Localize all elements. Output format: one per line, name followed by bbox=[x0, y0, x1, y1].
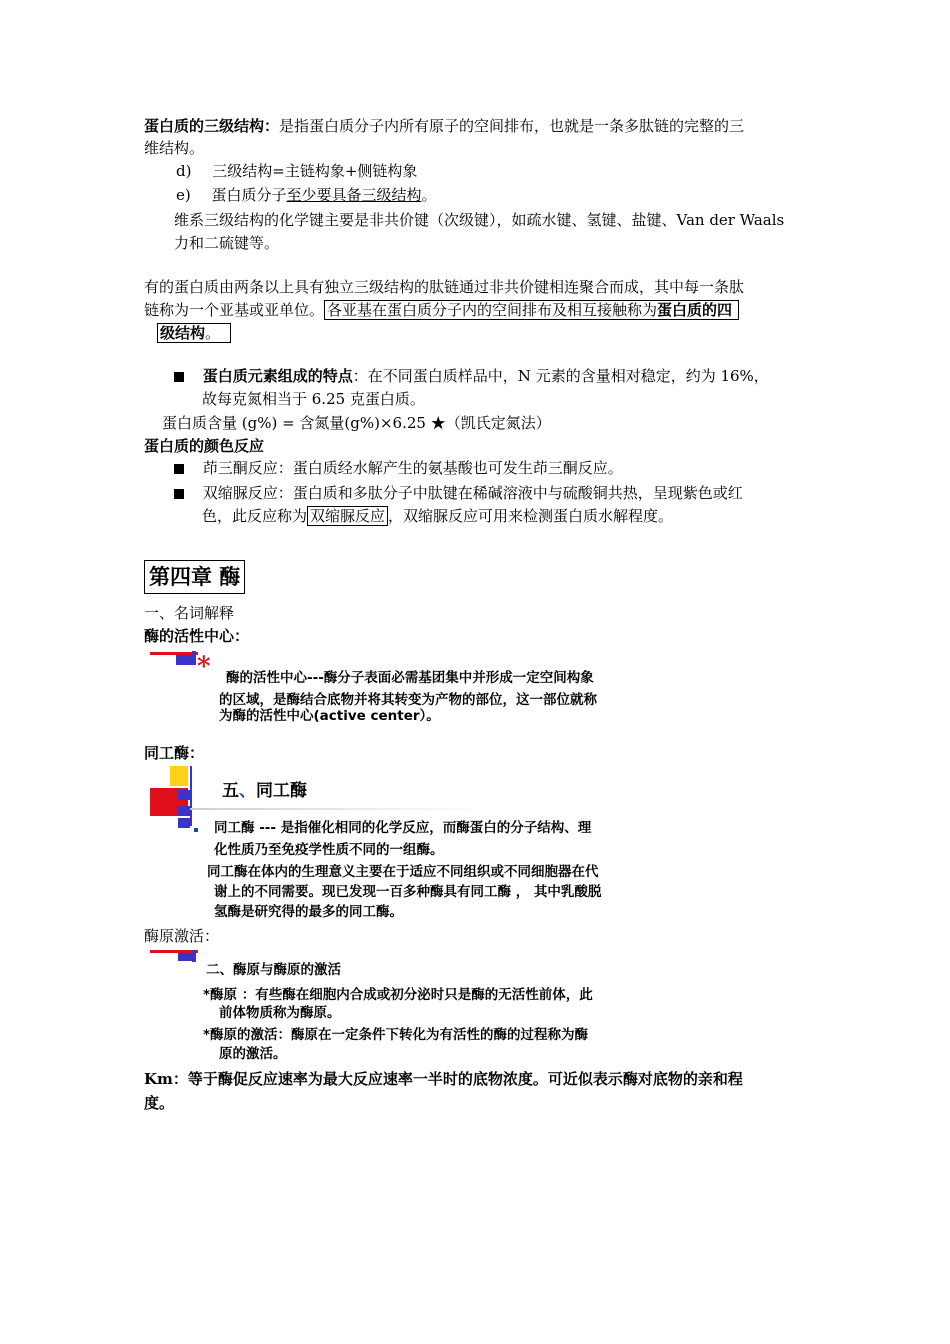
color-reaction-heading: 蛋白质的颜色反应 bbox=[144, 437, 265, 455]
list-text-e-pre: 蛋白质分子 bbox=[211, 186, 287, 204]
blue-block-decoration bbox=[178, 806, 190, 816]
protein-content-formula: 蛋白质含量 (g%) = 含氮量(g%)×6.25 ★（凯氏定氮法） bbox=[162, 414, 551, 432]
square-bullet-icon bbox=[174, 489, 184, 499]
km-line2: 度。 bbox=[144, 1094, 175, 1112]
blue-block-decoration bbox=[178, 953, 192, 961]
color-item2-line1 bbox=[174, 482, 743, 504]
list-item-e bbox=[176, 184, 437, 206]
red-asterisk-icon: * bbox=[197, 652, 211, 682]
biuret-text-pre: 色，此反应称为 bbox=[202, 507, 308, 525]
square-bullet-icon bbox=[174, 372, 184, 382]
isozyme-label: 同工酶： bbox=[144, 744, 205, 762]
blue-vertical-line-decoration bbox=[190, 766, 192, 826]
list-item-d bbox=[176, 160, 417, 182]
yellow-block-decoration bbox=[170, 766, 188, 786]
zymogen-activation-line1: *酶原的激活：酶原在一定条件下转化为有活性的酶的过程称为酶 bbox=[203, 1027, 589, 1043]
tertiary-paragraph-line1 bbox=[144, 115, 744, 137]
zymogen-activation-line2: 原的激活。 bbox=[219, 1046, 287, 1062]
list-marker-e: e) bbox=[176, 186, 191, 204]
slide-separator: 、 bbox=[239, 781, 256, 801]
isozyme-slide-title bbox=[222, 779, 307, 803]
bonds-line1: 维系三级结构的化学键主要是非共价键（次级键），如疏水键、氢键、盐键、Van der Waals bbox=[174, 211, 785, 229]
subsection-heading: 一、名词解释 bbox=[144, 604, 235, 622]
elements-line2: 故每克氮相当于 6.25 克蛋白质。 bbox=[202, 390, 425, 408]
color-item1 bbox=[174, 457, 623, 479]
zymogen-slide-title: 二、酶原与酶原的激活 bbox=[206, 962, 341, 978]
isozyme-def-line4: 谢上的不同需要。现已发现一百多种酶具有同工酶 ， 其中乳酸脱 bbox=[214, 884, 602, 900]
tertiary-paragraph-line2: 维结构。 bbox=[144, 139, 205, 157]
isozyme-def-line3: 同工酶在体内的生理意义主要在于适应不同组织或不同细胞器在代 bbox=[207, 864, 599, 880]
blue-dot-bullet-icon bbox=[194, 828, 198, 832]
quaternary-boxed-term-end: 级结构 bbox=[160, 324, 206, 342]
blue-block-decoration bbox=[176, 655, 192, 665]
km-line1: Km：等于酶促反应速率为最大反应速率一半时的底物浓度。可近似表示酶对底物的亲和程 bbox=[144, 1070, 743, 1088]
elements-text: ：在不同蛋白质样品中，N 元素的含量相对稳定，约为 16%， bbox=[352, 367, 769, 385]
quaternary-line1: 有的蛋白质由两条以上具有独立三级结构的肽链通过非共价键相连聚合而成，其中每一条肽 bbox=[144, 278, 745, 296]
blue-block-decoration bbox=[178, 818, 190, 828]
list-marker-d: d) bbox=[176, 162, 192, 180]
list-text-e-underlined: 至少要具备三级结构 bbox=[286, 186, 422, 204]
quaternary-line2-pre: 链称为一个亚基或亚单位。 bbox=[144, 301, 325, 319]
quaternary-line3 bbox=[157, 322, 231, 344]
quaternary-boxed-term: 蛋白质的四 bbox=[657, 301, 733, 319]
isozyme-def-line5: 氢酶是研究得的最多的同工酶。 bbox=[214, 904, 403, 920]
list-text-d: 三级结构=主链构象+侧链构象 bbox=[212, 162, 418, 180]
biuret-text-post: ，双缩脲反应可用来检测蛋白质水解程度。 bbox=[388, 507, 674, 525]
slide-title-text: 同工酶 bbox=[256, 781, 307, 801]
color-item2-line2 bbox=[202, 505, 673, 527]
chapter-title: 第四章 酶 bbox=[144, 560, 245, 594]
active-center-def-line2: 的区域，是酶结合底物并将其转变为产物的部位，这一部位就称 bbox=[219, 692, 597, 708]
zymogen-def-line2: 前体物质称为酶原。 bbox=[219, 1005, 341, 1021]
bonds-line2: 力和二硫键等。 bbox=[174, 234, 280, 252]
tertiary-heading: 蛋白质的三级结构： bbox=[144, 117, 280, 135]
biuret-text: 双缩脲反应：蛋白质和多肽分子中肽键在稀碱溶液中与硫酸铜共热，呈现紫色或红 bbox=[202, 484, 743, 502]
quaternary-boxed-period: 。 bbox=[205, 324, 221, 342]
slide-number: 五 bbox=[222, 781, 239, 801]
biuret-boxed-term: 双缩脲反应 bbox=[307, 506, 388, 526]
quaternary-boxed-definition-end bbox=[157, 323, 231, 343]
active-center-label: 酶的活性中心： bbox=[144, 627, 250, 645]
ninhydrin-text: 茚三酮反应：蛋白质经水解产生的氨基酸也可发生茚三酮反应。 bbox=[202, 459, 623, 477]
zymogen-def-line1: *酶原 ：有些酶在细胞内合成或初分泌时只是酶的无活性前体，此 bbox=[203, 987, 593, 1003]
zymogen-label: 酶原激活： bbox=[144, 927, 220, 945]
quaternary-line2 bbox=[144, 299, 739, 321]
quaternary-boxed-text: 各亚基在蛋白质分子内的空间排布及相互接触称为 bbox=[327, 301, 658, 319]
active-center-def-line3: 为酶的活性中心(active center）。 bbox=[219, 708, 440, 724]
isozyme-def-line1: 同工酶 --- 是指催化相同的化学反应，而酶蛋白的分子结构、理 bbox=[214, 820, 592, 836]
square-bullet-icon bbox=[174, 464, 184, 474]
isozyme-def-line2: 化性质乃至免疫学性质不同的一组酶。 bbox=[214, 842, 444, 858]
blue-bar-decoration bbox=[192, 950, 196, 962]
elements-heading: 蛋白质元素组成的特点 bbox=[202, 367, 353, 385]
blue-bar-decoration bbox=[192, 651, 196, 665]
gray-rule-decoration bbox=[190, 808, 490, 810]
tertiary-text: 是指蛋白质分子内所有原子的空间排布，也就是一条多肽链的完整的三 bbox=[279, 117, 745, 135]
list-text-e-post: 。 bbox=[421, 186, 437, 204]
active-center-def-line1: 酶的活性中心---酶分子表面必需基团集中并形成一定空间构象 bbox=[226, 670, 594, 686]
quaternary-boxed-definition bbox=[324, 300, 739, 320]
elements-line1 bbox=[174, 365, 769, 387]
blue-block-decoration bbox=[178, 790, 190, 800]
